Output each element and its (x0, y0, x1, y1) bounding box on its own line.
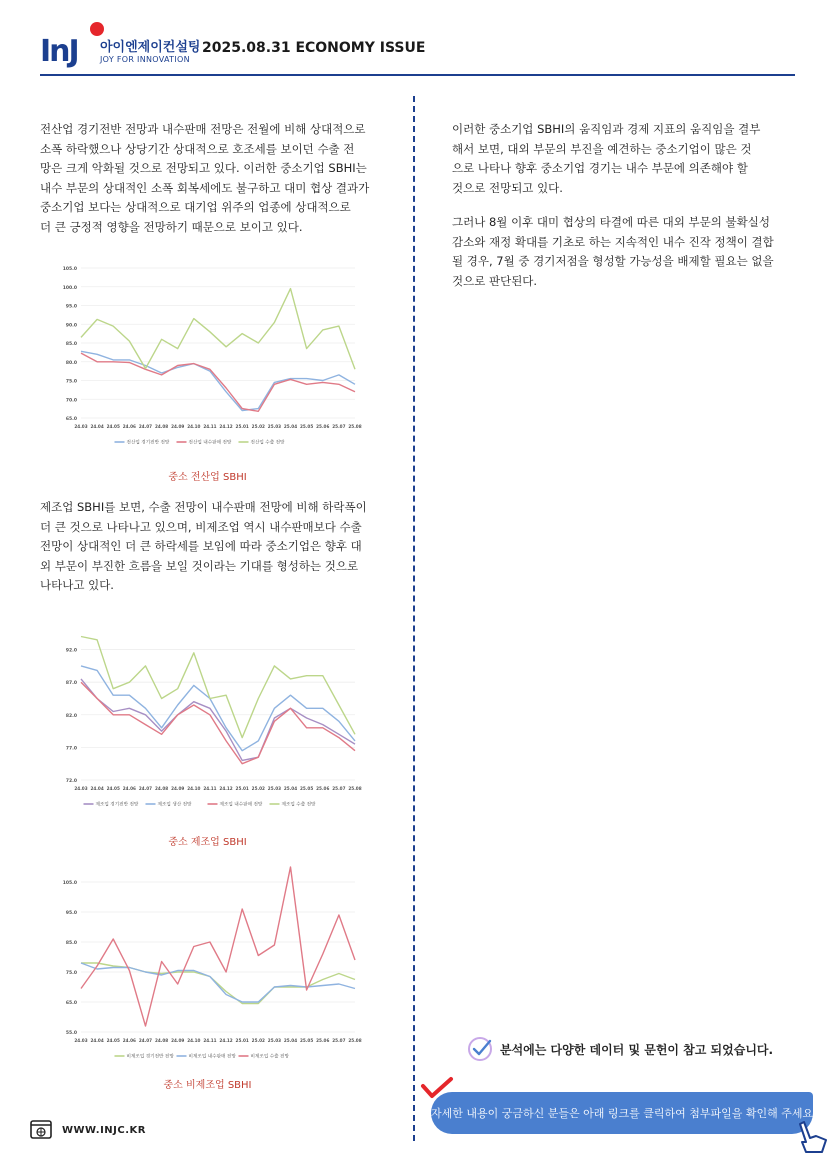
x-tick-label: 25.07 (332, 424, 346, 429)
x-tick-label: 24.11 (203, 1038, 217, 1043)
x-tick-label: 25.01 (235, 786, 249, 791)
x-tick-label: 24.03 (74, 1038, 88, 1043)
web-browser-icon (30, 1120, 52, 1140)
x-tick-label: 24.03 (74, 424, 88, 429)
x-tick-label: 25.07 (332, 786, 346, 791)
x-tick-label: 24.04 (90, 1038, 104, 1043)
legend-label: 전산업 수출 전망 (250, 440, 285, 446)
y-tick-label: 90.0 (65, 323, 77, 329)
x-tick-label: 24.06 (122, 424, 136, 429)
website-link[interactable]: WWW.INJC.KR (62, 1125, 146, 1136)
header-divider (40, 74, 795, 76)
x-tick-label: 24.04 (90, 424, 104, 429)
y-tick-label: 105.0 (62, 881, 77, 886)
y-tick-label: 70.0 (65, 398, 77, 404)
x-tick-label: 24.03 (74, 786, 88, 791)
x-tick-label: 24.10 (187, 786, 201, 791)
legend-label: 제조업 생산 전망 (157, 802, 192, 808)
legend-label: 전산업 경기전반 전망 (126, 440, 170, 446)
x-tick-label: 24.04 (90, 786, 104, 791)
y-tick-label: 65.0 (65, 417, 77, 422)
x-tick-label: 24.05 (106, 1038, 120, 1043)
x-tick-label: 25.06 (316, 1038, 330, 1043)
issue-title: 2025.08.31 ECONOMY ISSUE (202, 40, 426, 56)
y-tick-label: 82.0 (65, 713, 77, 719)
y-tick-label: 95.0 (65, 304, 77, 310)
x-tick-label: 24.05 (106, 424, 120, 429)
x-tick-label: 24.11 (203, 424, 217, 429)
y-tick-label: 85.0 (65, 342, 77, 347)
y-tick-label: 92.0 (65, 648, 77, 654)
attachment-banner[interactable] (431, 1092, 818, 1134)
y-tick-label: 87.0 (65, 681, 77, 687)
x-tick-label: 24.06 (122, 1038, 136, 1043)
x-tick-label: 24.09 (171, 1038, 185, 1043)
x-tick-label: 25.03 (267, 424, 282, 429)
x-tick-label: 25.04 (283, 1038, 298, 1043)
reference-note (466, 1034, 786, 1064)
x-tick-label: 24.12 (219, 424, 233, 429)
chart-caption-all-industry: 중소 전산업 SBHI (168, 472, 247, 483)
x-tick-label: 24.06 (122, 786, 136, 791)
x-tick-label: 25.05 (300, 1038, 314, 1043)
x-tick-label: 25.02 (251, 424, 265, 429)
series-line-2 (81, 289, 355, 370)
y-tick-label: 105.0 (62, 267, 77, 272)
chart-non-manufacturing (55, 872, 360, 1067)
y-tick-label: 65.0 (65, 1001, 77, 1006)
x-tick-label: 25.01 (235, 1038, 249, 1043)
chart-manufacturing (55, 620, 360, 815)
x-tick-label: 25.06 (316, 786, 330, 791)
x-tick-label: 25.04 (283, 786, 298, 791)
company-logo (40, 22, 200, 68)
x-tick-label: 24.08 (154, 786, 169, 791)
x-tick-label: 25.08 (348, 1038, 362, 1043)
x-tick-label: 24.09 (171, 424, 185, 429)
series-line-0 (81, 963, 355, 1004)
x-tick-label: 25.04 (283, 424, 298, 429)
chart-caption-non-manufacturing: 중소 비제조업 SBHI (163, 1080, 252, 1091)
legend-label: 제조업 수출 전망 (281, 802, 316, 808)
x-tick-label: 24.10 (187, 424, 201, 429)
series-line-3 (81, 637, 355, 738)
x-tick-label: 25.03 (267, 786, 282, 791)
series-line-1 (81, 666, 355, 751)
y-tick-label: 85.0 (65, 941, 77, 946)
chart-caption-manufacturing: 중소 제조업 SBHI (168, 837, 247, 848)
x-tick-label: 24.07 (138, 1038, 153, 1043)
reference-note-text: 분석에는 다양한 데이터 및 문헌이 참고 되었습니다. (500, 1043, 774, 1057)
left-paragraph-2: 제조업 SBHI를 보면, 수출 전망이 내수판매 전망에 비해 하락폭이 더 큰 것으로 나타나고 있으며, 비제조업 역시 내수판매보다 수출 전망이 상대적인 더 큰 하락세를 보임에 따라 중소기업은 향후 대 외 부문이 부진한 흐름을 보일 것이라는 기대를 형성하는 것으로 나타나고 있다. (40, 500, 367, 592)
x-tick-label: 24.12 (219, 1038, 233, 1043)
x-tick-label: 24.10 (187, 1038, 201, 1043)
right-paragraph-2: 그러나 8월 이후 대미 협상의 타결에 따른 대외 부문의 불확실성 감소와 재정 확대를 기초로 하는 지속적인 내수 진작 정책이 결합 될 경우, 7월 중 경기저점을 형성할 가능성을 배제할 필요는 없을 것으로 판단된다. (452, 215, 774, 288)
x-tick-label: 25.08 (348, 786, 362, 791)
y-tick-label: 100.0 (62, 285, 77, 291)
series-line-0 (81, 679, 355, 761)
x-tick-label: 24.12 (219, 786, 233, 791)
x-tick-label: 25.05 (300, 424, 314, 429)
x-tick-label: 24.08 (154, 1038, 169, 1043)
legend-label: 비제조업 내수판매 전망 (188, 1054, 236, 1060)
logo-tagline: JOY FOR INNOVATION (100, 55, 190, 64)
x-tick-label: 25.07 (332, 1038, 346, 1043)
legend-label: 전산업 내수판매 전망 (188, 440, 232, 446)
x-tick-label: 25.02 (251, 1038, 265, 1043)
legend-label: 제조업 경기전반 전망 (95, 802, 139, 808)
x-tick-label: 25.03 (267, 1038, 282, 1043)
x-tick-label: 24.09 (171, 786, 185, 791)
y-tick-label: 80.0 (65, 360, 77, 366)
x-tick-label: 24.07 (138, 786, 153, 791)
logo-dot-icon (90, 22, 104, 36)
x-tick-label: 24.07 (138, 424, 153, 429)
series-line-1 (81, 963, 355, 1002)
legend-label: 제조업 내수판매 전망 (219, 802, 263, 808)
y-tick-label: 77.0 (65, 746, 77, 752)
legend-label: 비제조업 수출 전망 (250, 1054, 289, 1060)
y-tick-label: 55.0 (65, 1031, 77, 1036)
right-paragraph-1: 이러한 중소기업 SBHI의 움직임과 경제 지표의 움직임을 결부 해서 보면, 대외 부문의 부진을 예견하는 중소기업이 많은 것 으로 나타나 향후 중소기업 경기는 내수 부문에 의존해야 할 것으로 전망되고 있다. (452, 122, 761, 195)
attachment-banner-text: 자세한 내용이 궁금하신 분들은 아래 링크를 클릭하여 첨부파일을 확인해 주세요! (431, 1107, 818, 1120)
logo-name: 아이엔제이컨설팅 (100, 40, 201, 55)
y-tick-label: 95.0 (65, 911, 77, 916)
x-tick-label: 25.06 (316, 424, 330, 429)
column-divider (413, 96, 415, 1141)
series-line-2 (81, 682, 355, 764)
left-paragraph-1: 전산업 경기전반 전망과 내수판매 전망은 전월에 비해 상대적으로 소폭 하락했으나 상당기간 상대적으로 호조세를 보이던 수출 전 망은 크게 악화될 것으로 전망되고 있다. 이러한 중소기업 SBHI는 내수 부문의 상대적인 소폭 회복세에도 불구하고 대미 협상 결과가 중소기업 보다는 상대적으로 대기업 위주의 업종에 상대적으로 더 큰 긍정적 영향을 전망하기 때문으로 보이고 있다. (40, 122, 370, 234)
y-tick-label: 75.0 (65, 379, 77, 385)
x-tick-label: 25.02 (251, 786, 265, 791)
logo-mark: InJ (40, 34, 78, 69)
x-tick-label: 25.01 (235, 424, 249, 429)
x-tick-label: 25.08 (348, 424, 362, 429)
page-header (40, 20, 795, 76)
x-tick-label: 24.05 (106, 786, 120, 791)
y-tick-label: 72.0 (65, 779, 77, 784)
x-tick-label: 24.11 (203, 786, 217, 791)
check-circle-icon (466, 1034, 496, 1064)
x-tick-label: 25.05 (300, 786, 314, 791)
pointer-hand-icon (790, 1118, 830, 1158)
legend-label: 비제조업 경기전반 전망 (126, 1054, 174, 1060)
y-tick-label: 75.0 (65, 971, 77, 976)
chart-all-industry (55, 258, 360, 453)
x-tick-label: 24.08 (154, 424, 169, 429)
